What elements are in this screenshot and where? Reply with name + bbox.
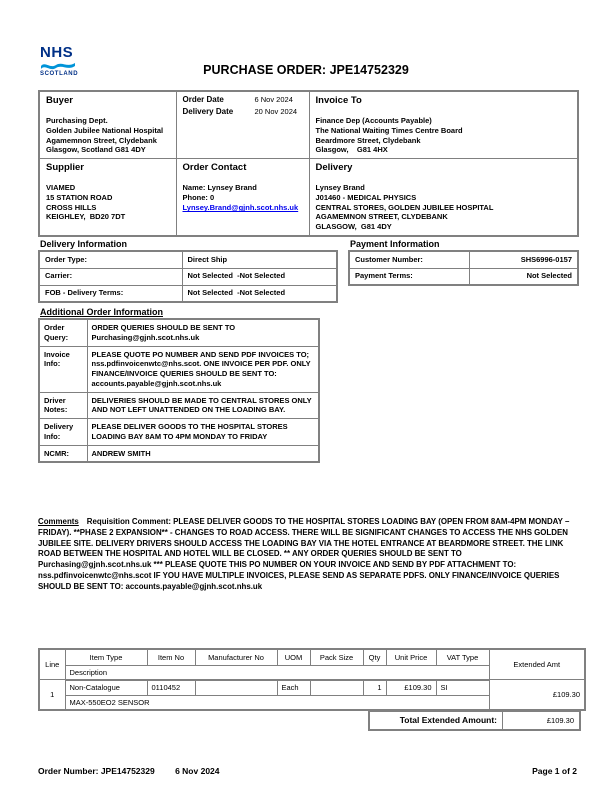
item-no-cell: 0110452 (147, 680, 195, 696)
extended-amt-col-header: Extended Amt (489, 649, 585, 680)
page-footer (38, 766, 577, 776)
delivery-information-table (38, 250, 338, 303)
supplier-cell (39, 159, 176, 236)
supplier-label: Supplier (46, 162, 85, 173)
customer-number-value: SHS6996-0157 (469, 251, 578, 268)
dates-cell (176, 91, 309, 159)
manufacturer-no-cell (195, 680, 277, 696)
comments-text: Requisition Comment: PLEASE DELIVER GOODS TO THE HOSPITAL STORES LOADING BAY (OPEN FROM 8AM-4PM MONDAY – FRIDAY). **PHASE 2 EXPANSION** - CHANGES TO ROAD ACCESS. THERE WILL BE SIGNIFICANT CHANGES TO ACCESS THE NHS GOLDEN JUBILEE SITE. DELIVERY DRIVERS SHOULD ACCESS THE LOADING BAY VIA THE HOTEL ENTRANCE AT BEARDMORE STREET. THE LINK ROAD BETWEEN THE HOSPITAL AND HOTEL WILL BE CLOSED. ** ANY ORDER QUERIES SHOULD BE SENT TO Purchasing@gjnh.scot.nhs.uk *** PLEASE QUOTE THIS PO NUMBER ON YOUR INVOICE AND SEND BY PDF ATTACHMENT TO: nss.pdfinvoicenwtc@nhs.scot IF YOU HAVE MULTIPLE INVOICES, PLEASE SEND AS SEPARATE PDFS. ONLY FINANCE/INVOICE QUERIES SHOULD BE SENT TO: accounts.payable@gjnh.scot.nhs.uk (38, 517, 572, 591)
extended-amt-cell: £109.30 (489, 680, 585, 711)
delivery-line: J01460 - MEDICAL PHYSICS (315, 192, 417, 202)
contact-name: Name: Lynsey Brand (182, 183, 257, 192)
delivery-information-heading: Delivery Information (40, 239, 128, 249)
footer-page-number: Page 1 of 2 (532, 766, 577, 776)
buyer-address-line: Agamemnon Street, Clydebank (46, 135, 157, 145)
invoice-to-cell (309, 91, 578, 159)
customer-number-label: Customer Number: (349, 251, 469, 268)
pack-size-col-header: Pack Size (310, 649, 363, 665)
nhs-logo-text: NHS (40, 44, 74, 61)
description-col-header: Description (65, 665, 489, 680)
invoice-to-line: Beardmore Street, Clydebank (315, 135, 421, 145)
buyer-cell (39, 91, 176, 159)
order-query-label: Order Query: (39, 319, 87, 346)
invoice-info-value: PLEASE QUOTE PO NUMBER AND SEND PDF INVOICES TO; nss.pdfinvoicenwtc@nhs.scot. ONE INVOICE PER PDF. ONLY FINANCE/INVOICE QUERIES SHOULD BE SENT TO: accounts.payable@gjnh.scot.nhs.uk (87, 346, 319, 392)
delivery-line: GLASGOW, G81 4DY (315, 222, 392, 231)
carrier-value: Not Selected -Not Selected (182, 268, 337, 285)
item-type-col-header: Item Type (65, 649, 147, 665)
delivery-date-label: Delivery Date (182, 107, 234, 116)
additional-order-information-table (38, 318, 320, 463)
delivery-cell (309, 159, 578, 236)
line-col-header: Line (39, 649, 65, 680)
order-contact-cell (176, 159, 309, 236)
line-items-table (38, 648, 586, 711)
buyer-label: Buyer (46, 95, 73, 106)
delivery-line: Lynsey Brand (315, 183, 365, 192)
contact-phone: Phone: 0 (182, 193, 215, 203)
item-no-col-header: Item No (147, 649, 195, 665)
total-extended-amount-box (368, 710, 581, 731)
comments-block (38, 517, 577, 592)
buyer-address-line: Purchasing Dept. (46, 116, 108, 125)
fob-delivery-terms-label: FOB - Delivery Terms: (39, 285, 182, 302)
qty-cell: 1 (363, 680, 386, 696)
payment-information-table (348, 250, 579, 286)
page-title: PURCHASE ORDER: JPE14752329 (203, 63, 409, 77)
pack-size-cell (310, 680, 363, 696)
address-table (38, 90, 579, 237)
invoice-to-line: The National Waiting Times Centre Board (315, 125, 463, 135)
line-item-row (39, 680, 585, 696)
delivery-line: AGAMEMNON STREET, CLYDEBANK (315, 212, 448, 222)
uom-cell: Each (277, 680, 310, 696)
vat-type-cell: SI (436, 680, 489, 696)
line-number-cell: 1 (39, 680, 65, 711)
manufacturer-no-col-header: Manufacturer No (195, 649, 277, 665)
total-extended-amount-value: £109.30 (546, 716, 574, 725)
delivery-line: CENTRAL STORES, GOLDEN JUBILEE HOSPITAL (315, 202, 494, 212)
driver-notes-value: DELIVERIES SHOULD BE MADE TO CENTRAL STORES ONLY AND NOT LEFT UNATTENDED ON THE LOADING BAY. (87, 392, 319, 419)
unit-price-cell: £109.30 (386, 680, 436, 696)
item-description-cell: MAX-550EO2 SENSOR (65, 696, 489, 711)
payment-information-heading: Payment Information (350, 239, 440, 249)
order-date-label: Order Date (182, 95, 224, 104)
delivery-info-value: PLEASE DELIVER GOODS TO THE HOSPITAL STORES LOADING BAY 8AM TO 4PM MONDAY TO FRIDAY (87, 419, 319, 446)
invoice-to-label: Invoice To (315, 95, 362, 106)
carrier-label: Carrier: (39, 268, 182, 285)
payment-terms-label: Payment Terms: (349, 268, 469, 285)
vat-type-col-header: VAT Type (436, 649, 489, 665)
order-contact-label: Order Contact (182, 162, 247, 173)
payment-terms-value: Not Selected (469, 268, 578, 285)
delivery-label: Delivery (315, 162, 353, 173)
contact-email-link[interactable]: Lynsey.Brand@gjnh.scot.nhs.uk (182, 203, 299, 213)
footer-date: 6 Nov 2024 (175, 766, 220, 776)
supplier-line: VIAMED (46, 183, 76, 192)
footer-order-info (38, 766, 238, 776)
item-type-cell: Non-Catalogue (65, 680, 147, 696)
delivery-info-label: Delivery Info: (39, 419, 87, 446)
buyer-address-line: Golden Jubilee National Hospital (46, 125, 164, 135)
buyer-address-line: Glasgow, Scotland G81 4DY (46, 145, 146, 155)
delivery-date-value: 20 Nov 2024 (254, 107, 298, 116)
ncmr-value: ANDREW SMITH (87, 445, 319, 462)
order-type-value: Direct Ship (182, 251, 337, 268)
unit-price-col-header: Unit Price (386, 649, 436, 665)
additional-order-information-heading: Additional Order Information (40, 307, 163, 317)
supplier-line: 15 STATION ROAD (46, 192, 113, 202)
order-type-label: Order Type: (39, 251, 182, 268)
total-extended-amount-label: Total Extended Amount: (370, 712, 503, 729)
driver-notes-label: Driver Notes: (39, 392, 87, 419)
comments-label: Comments (38, 517, 79, 526)
footer-order-number: Order Number: JPE14752329 (38, 766, 155, 776)
uom-col-header: UOM (277, 649, 310, 665)
invoice-to-line: Glasgow, G81 4HX (315, 145, 388, 155)
supplier-line: KEIGHLEY, BD20 7DT (46, 212, 126, 222)
ncmr-label: NCMR: (39, 445, 87, 462)
invoice-to-line: Finance Dep (Accounts Payable) (315, 116, 432, 125)
supplier-line: CROSS HILLS (46, 202, 97, 212)
order-query-value: ORDER QUERIES SHOULD BE SENT TO Purchasing@gjnh.scot.nhs.uk (87, 319, 319, 346)
scotland-logo-text: SCOTLAND (40, 71, 79, 77)
qty-col-header: Qty (363, 649, 386, 665)
order-date-value: 6 Nov 2024 (254, 95, 293, 104)
invoice-info-label: Invoice Info: (39, 346, 87, 392)
fob-delivery-terms-value: Not Selected -Not Selected (182, 285, 337, 302)
